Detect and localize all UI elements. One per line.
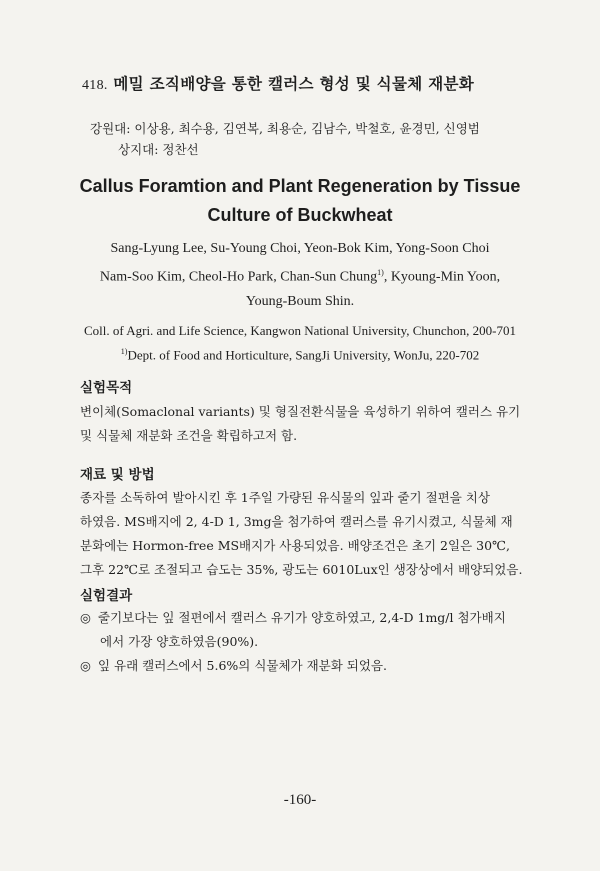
bullet-icon: ◎ bbox=[80, 658, 91, 673]
results-item1-line1: 줄기보다는 잎 절편에서 캘러스 유기가 양호하였고, 2,4-D 1mg/l 첨가배지 bbox=[98, 610, 506, 625]
objective-body bbox=[80, 400, 538, 448]
methods-line2: 하였음. MS배지에 2, 4-D 1, 3mg을 첨가하여 캘러스를 유기시켰고, 식물체 재 bbox=[80, 514, 513, 529]
objective-line2: 및 식물체 재분화 조건을 확립하고저 함. bbox=[80, 428, 298, 443]
affiliation-marker: 1) bbox=[377, 268, 384, 277]
affiliation-line2-marker: 1) bbox=[120, 347, 128, 356]
results-item-2 bbox=[80, 654, 538, 678]
english-authors-line2-a: Nam-Soo Kim, Cheol-Ho Park, Chan-Sun Chung bbox=[99, 269, 378, 285]
objective-line1: 변이체(Somaclonal variants) 및 형질전환식물을 육성하기 위하여 캘러스 유기 bbox=[80, 404, 521, 419]
methods-line1: 종자를 소독하여 발아시킨 후 1주일 가량된 유식물의 잎과 줄기 절편을 치상 bbox=[80, 490, 490, 505]
korean-title bbox=[82, 72, 580, 94]
results-item2-text: 잎 유래 캘러스에서 5.6%의 식물체가 재분화 되었음. bbox=[98, 658, 387, 673]
bullet-icon: ◎ bbox=[80, 610, 91, 625]
objective-heading: 실험목적 bbox=[80, 380, 133, 396]
korean-title-text: 메밀 조직배양을 통한 캘러스 형성 및 식물체 재분화 bbox=[113, 74, 475, 93]
korean-authors-line2: 상지대: 정찬선 bbox=[118, 142, 199, 157]
affiliation-line2-text: Dept. of Food and Horticulture, SangJi University, WonJu, 220-702 bbox=[127, 347, 480, 363]
english-authors-line2-b: , Kyoung-Min Yoon, bbox=[383, 269, 501, 285]
abstract-number: 418. bbox=[82, 78, 108, 93]
affiliation-line2 bbox=[60, 341, 540, 365]
methods-line3: 분화에는 Hormon-free MS배지가 사용되었음. 배양조건은 초기 2일은 30℃, bbox=[80, 538, 510, 553]
english-title bbox=[60, 172, 540, 230]
methods-line4: 그후 22℃로 조절되고 습도는 35%, 광도는 6010Lux인 생장상에서 배양되었음. bbox=[80, 562, 523, 577]
english-authors-line2 bbox=[60, 261, 540, 290]
english-authors bbox=[60, 237, 540, 314]
english-title-line1: Callus Foramtion and Plant Regeneration by Tissue bbox=[79, 176, 521, 196]
english-authors-line3: Young-Boum Shin. bbox=[245, 293, 355, 309]
methods-heading: 재료 및 방법 bbox=[80, 467, 155, 483]
english-authors-line1: Sang-Lyung Lee, Su-Young Choi, Yeon-Bok Kim, Yong-Soon Choi bbox=[110, 241, 490, 256]
results-heading: 실험결과 bbox=[80, 588, 133, 604]
methods-body bbox=[80, 486, 538, 582]
korean-authors bbox=[90, 118, 580, 160]
results-item1-line2: 에서 가장 양호하였음(90%). bbox=[100, 634, 259, 649]
english-title-line2: Culture of Buckwheat bbox=[207, 205, 393, 225]
page-number: -160- bbox=[283, 792, 317, 808]
results-item-1 bbox=[80, 606, 538, 654]
affiliation-line1: Coll. of Agri. and Life Science, Kangwon National University, Chunchon, 200-701 bbox=[83, 323, 517, 338]
affiliations bbox=[60, 320, 540, 365]
korean-authors-line1: 강원대: 이상용, 최수용, 김연복, 최용순, 김남수, 박철호, 윤경민, 신영범 bbox=[90, 121, 480, 136]
